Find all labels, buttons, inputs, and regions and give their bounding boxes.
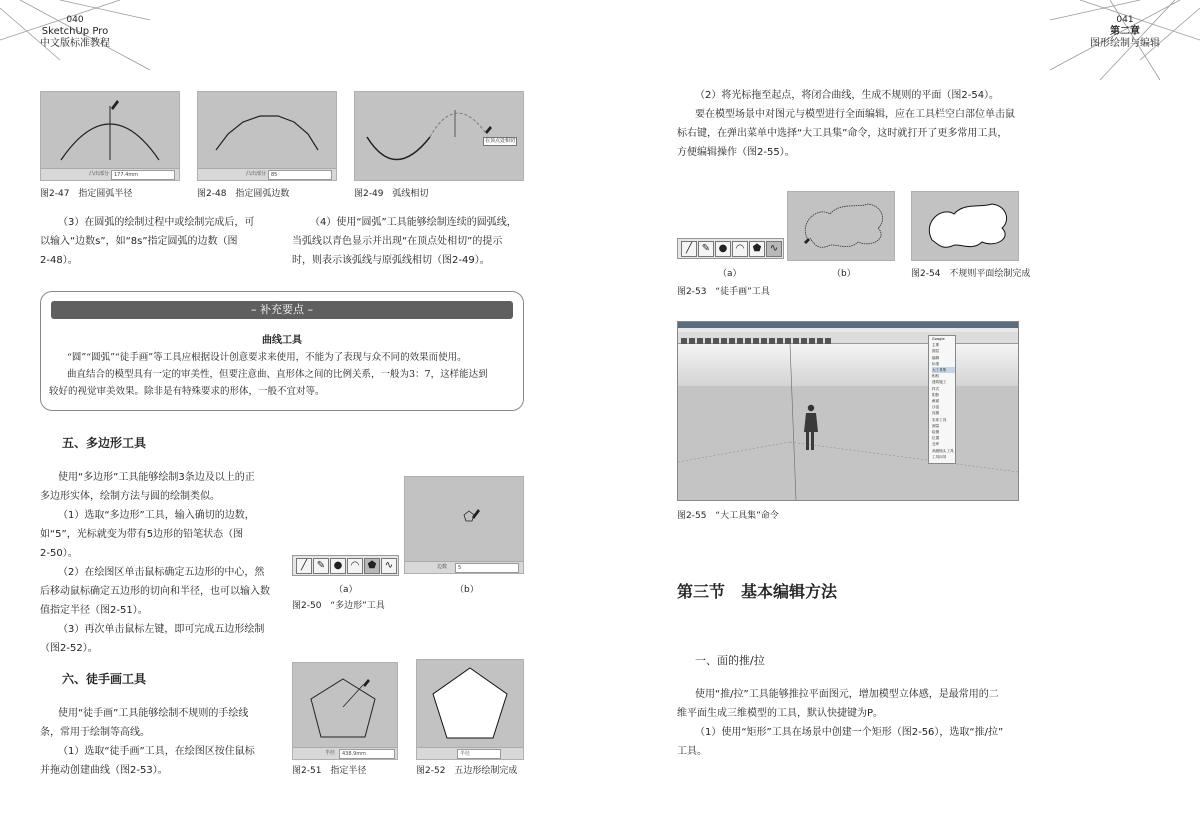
axes-and-figure: [678, 322, 1018, 500]
drawing-toolbar: [292, 555, 399, 576]
menu-item[interactable]: 样式: [932, 386, 940, 391]
menu-item-selected[interactable]: 大工具集: [932, 367, 955, 373]
tangent-arc-drawing: [355, 92, 523, 180]
menu-item[interactable]: 绘图: [932, 430, 940, 435]
pentagon-outline-drawing: [293, 663, 397, 747]
menu-item[interactable]: 建筑施工: [932, 380, 947, 385]
supplement-line-2: 曲直结合的模型具有一定的审美性，但要注意曲、直形体之间的比例关系，一般为3：7，这样能达到: [67, 369, 488, 380]
figure-2-49: [354, 91, 524, 181]
caption-2-51: 图2-51 指定半径: [292, 766, 367, 776]
menu-item[interactable]: 实体工具: [932, 417, 947, 422]
label-b: （b）: [455, 585, 479, 595]
book-title-en: SketchUp Pro: [41, 26, 109, 37]
book-title-cn: 中文版标准教程: [40, 38, 110, 49]
label-a: （a）: [718, 269, 742, 279]
irregular-plane-drawing: [912, 192, 1018, 260]
menu-item[interactable]: 仓库: [932, 442, 940, 447]
label-a: （a）: [334, 585, 358, 595]
polygon-tool-icon[interactable]: ⬟: [364, 558, 380, 574]
pencil-cursor-icon: [111, 100, 119, 110]
line-tool-icon[interactable]: ╱: [296, 558, 312, 574]
supplement-box: [40, 291, 524, 411]
tangent-tooltip: 在顶点处相切: [485, 138, 516, 144]
menu-item[interactable]: 截面: [932, 399, 940, 404]
freehand-curve-drawing: [788, 192, 894, 260]
pencil-tool-icon[interactable]: ✎: [313, 558, 329, 574]
pencil-cursor-icon: [485, 126, 492, 134]
caption-2-52: 图2-52 五边形绘制完成: [416, 766, 518, 776]
menu-item-list: [929, 336, 955, 460]
circle-tool-icon[interactable]: ●: [330, 558, 346, 574]
menu-item[interactable]: 沙盒: [932, 405, 940, 410]
figure-2-52: 半径: [416, 659, 524, 760]
menu-item[interactable]: Google: [932, 337, 945, 341]
circle-tool-icon[interactable]: ●: [715, 241, 731, 257]
caption-2-49: 图2-49 弧线相切: [354, 189, 429, 199]
caption-2-48: 图2-48 指定圆弧边数: [197, 189, 290, 199]
supplement-subtitle: 曲线工具: [262, 335, 302, 346]
arc-tool-icon[interactable]: ◠: [347, 558, 363, 574]
menu-item[interactable]: 相机: [932, 374, 940, 379]
person-figure-icon: [804, 405, 818, 450]
pencil-tool-icon[interactable]: ✎: [698, 241, 714, 257]
section-heading-freehand: 六、徒手画工具: [62, 672, 147, 686]
polygon-cursor-drawing: [405, 477, 523, 561]
freehand-toolbar: [677, 238, 784, 259]
menu-item[interactable]: 标准: [932, 361, 940, 366]
subsection-push-pull: 一、面的推/拉: [695, 654, 765, 667]
caption-2-55: 图2-55 “大工具集”命令: [677, 511, 779, 521]
toolbar-context-menu: [928, 335, 956, 464]
line-tool-icon[interactable]: ╱: [681, 241, 697, 257]
segmented-arc-drawing: [198, 92, 336, 168]
figure-2-51: 半径 438.9mm: [292, 662, 398, 760]
page-number: 040: [66, 15, 84, 25]
corner-decoration: [0, 0, 1200, 90]
supplement-line-3: 较好的视觉审美效果。除非是有特殊要求的形体，一般不宜对等。: [49, 386, 325, 397]
section-3-title: 第三节 基本编辑方法: [677, 582, 838, 601]
figure-2-50b: 边数 5: [404, 476, 524, 574]
supplement-line-1: “圆”“圆弧”“徒手画”等工具应根据设计创意要求来使用，不能为了表现与众不同的效果而使用。: [67, 352, 467, 363]
figure-2-53b: [787, 191, 895, 261]
supplement-banner: – 补充要点 –: [51, 301, 513, 319]
label-b: （b）: [832, 269, 856, 279]
chapter-number: 第二章: [1110, 26, 1140, 37]
menu-item[interactable]: 编辑: [932, 355, 940, 360]
menu-item[interactable]: 工具向导: [932, 454, 947, 459]
polygon-tool-icon[interactable]: ⬟: [749, 241, 765, 257]
menu-item[interactable]: 阴影: [932, 392, 940, 397]
caption-2-54: 图2-54 不规则平面绘制完成: [911, 269, 1031, 279]
left-header: [30, 14, 120, 50]
page-number: 041: [1116, 15, 1134, 25]
caption-2-53: 图2-53 “徒手画”工具: [677, 287, 770, 297]
caption-2-47: 图2-47 指定圆弧半径: [40, 189, 133, 199]
pentagon-filled-drawing: [417, 660, 523, 747]
menu-item[interactable]: 图层: [932, 349, 940, 354]
menu-item[interactable]: 主要: [932, 343, 940, 348]
arc-drawing: [41, 92, 179, 168]
figure-2-55-window: [677, 321, 1019, 501]
freehand-tool-icon[interactable]: ∿: [381, 558, 397, 574]
menu-item[interactable]: 测量: [932, 423, 940, 428]
menu-item[interactable]: 位置: [932, 436, 940, 441]
caption-2-50: 图2-50 “多边形”工具: [292, 601, 385, 611]
pencil-cursor-icon: [363, 679, 370, 687]
figure-2-54: [911, 191, 1019, 261]
section-heading-polygon: 五、多边形工具: [62, 436, 147, 450]
right-header: [1080, 14, 1170, 50]
arc-tool-icon[interactable]: ◠: [732, 241, 748, 257]
figure-2-48: 凸出部分 85: [197, 91, 337, 181]
chapter-title: 图形绘制与编辑: [1090, 38, 1160, 49]
freehand-tool-icon[interactable]: ∿: [766, 241, 782, 257]
figure-2-47: 凸出部分 177.4mm: [40, 91, 180, 181]
menu-item[interactable]: 视图: [932, 411, 940, 416]
menu-item[interactable]: 高级镜头工具: [932, 448, 954, 453]
